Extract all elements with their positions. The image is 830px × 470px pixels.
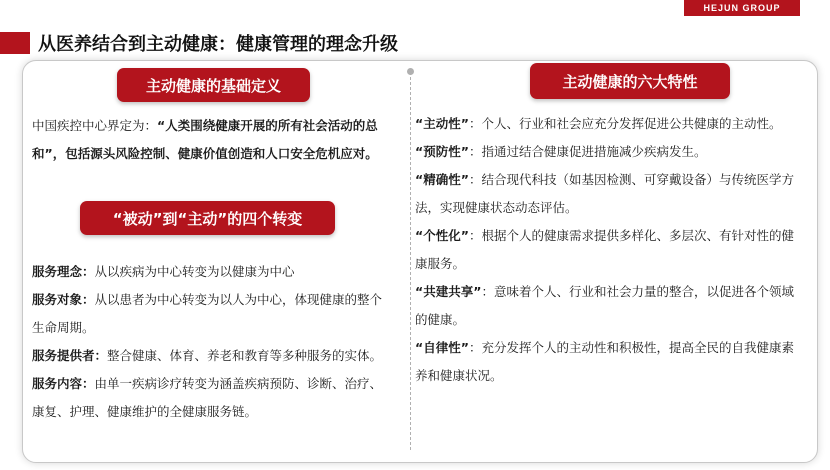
characteristic-label: “精确性”: [415, 172, 469, 187]
column-divider: [410, 72, 411, 450]
shift-label: 服务对象：: [32, 292, 95, 307]
characteristic-item: [415, 334, 800, 390]
shift-label: 服务内容：: [32, 376, 95, 391]
definition-text: [32, 112, 392, 168]
shifts-heading: “被动”到“主动”的四个转变: [80, 201, 335, 235]
shift-label: 服务提供者：: [32, 348, 108, 363]
characteristic-text: ：意味着个人、行业和社会力量的整合，以促进各个领域的健康。: [415, 284, 794, 327]
characteristic-text: ：结合现代科技（如基因检测、可穿戴设备）与传统医学方法，实现健康状态动态评估。: [415, 172, 794, 215]
characteristic-item: [415, 278, 800, 334]
divider-dot: [407, 68, 414, 75]
shift-label: 服务理念：: [32, 264, 95, 279]
definition-suffix: ，包括源头风险控制、健康价值创造和人口安全危机应对。: [52, 146, 378, 161]
characteristic-label: “预防性”: [415, 144, 469, 159]
characteristic-item: [415, 166, 800, 222]
page-title: 从医养结合到主动健康：健康管理的理念升级: [38, 34, 398, 55]
characteristic-label: “个性化”: [415, 228, 469, 243]
shift-item: [32, 342, 392, 370]
characteristic-text: ：根据个人的健康需求提供多样化、多层次、有针对性的健康服务。: [415, 228, 794, 271]
shift-text: 从以患者为中心转变为以人为中心，体现健康的整个生命周期。: [32, 292, 383, 335]
definition-prefix: 中国疾控中心界定为：: [32, 118, 158, 133]
characteristic-item: [415, 110, 800, 138]
characteristic-item: [415, 222, 800, 278]
definition-quote: “人类围绕健康开展的所有社会活动的总和”: [32, 118, 378, 161]
definition-heading: 主动健康的基础定义: [117, 68, 310, 102]
shift-text: 整合健康、体育、养老和教育等多种服务的实体。: [107, 348, 383, 363]
characteristic-label: “主动性”: [415, 116, 469, 131]
shift-item: [32, 286, 392, 342]
characteristics-list: [415, 110, 800, 390]
brand-tag: HEJUN GROUP: [684, 0, 800, 16]
characteristic-label: “自律性”: [415, 340, 469, 355]
characteristic-text: ：指通过结合健康促进措施减少疾病发生。: [468, 144, 707, 159]
characteristic-item: [415, 138, 800, 166]
shifts-list: [32, 258, 392, 426]
title-accent-bar: [0, 32, 30, 54]
shift-text: 从以疾病为中心转变为以健康为中心: [94, 264, 295, 279]
shift-text: 由单一疾病诊疗转变为涵盖疾病预防、诊断、治疗、康复、护理、健康维护的全健康服务链。: [32, 376, 383, 419]
characteristic-text: ：充分发挥个人的主动性和积极性，提高全民的自我健康素养和健康状况。: [415, 340, 794, 383]
shift-item: [32, 370, 392, 426]
characteristics-heading: 主动健康的六大特性: [530, 63, 730, 99]
shift-item: [32, 258, 392, 286]
characteristic-text: ：个人、行业和社会应充分发挥促进公共健康的主动性。: [468, 116, 782, 131]
characteristic-label: “共建共享”: [415, 284, 482, 299]
